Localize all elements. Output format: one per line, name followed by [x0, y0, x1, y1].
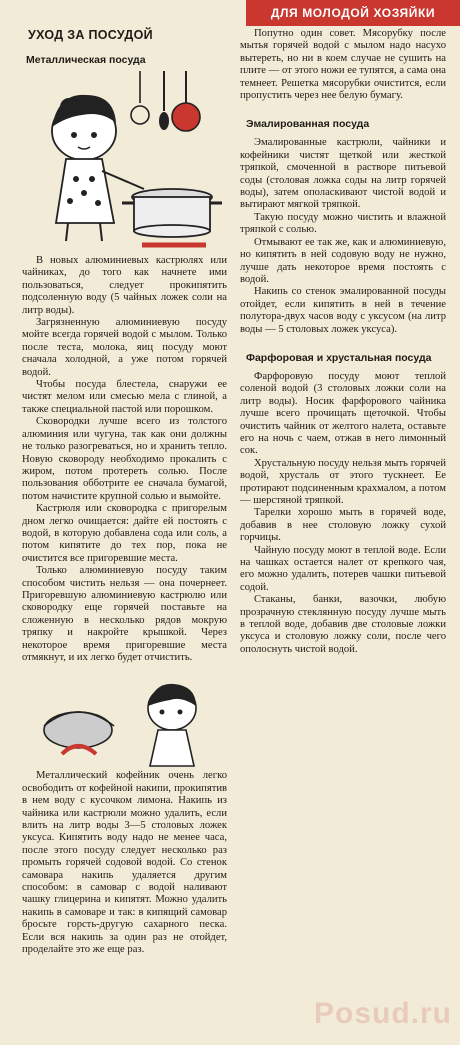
section-title-metal: Металлическая посуда: [26, 54, 146, 66]
metal-paragraph-7: Металлический кофейник очень легко освободить от кофейной накипи, прокипятив в нем воду с кусочком лимона. Накипь из чайника или кастрюли можно удалить, если влить на литр воды 3—5 столовых ложек уксуса. Кипятить воду надо не менее часа, после этого посуду следует несколько раз промыть горячей содовой водой. Со стенок самовара накипь удаляется другим способом: в самовар с водой наливают чашку глицерина и кипятят. Можно удалить накипь в самоваре и так: в кипящий самовар бросьте горсть-другую сахарного песка. Если вся накипь за один раз не отойдет, проделайте это же еще раз.: [22, 770, 227, 956]
left-column: [22, 28, 227, 957]
section-title-enamel: Эмалированная посуда: [246, 118, 370, 131]
china-paragraph-5: Стаканы, банки, вазочки, любую прозрачную стеклянную посуду лучше мыть в теплой воде, добавив две столовые ложки уксуса и столовую ложку соли, после чего ополоснуть чистой водой.: [240, 594, 446, 655]
metal-paragraph-5: Кастрюля или сковородка с пригорелым дном легко очищается: дайте ей постоять с водой, в которую добавлена сода или соль, а потом кипятите до тех пор, пока не очистится все пригоревшие места.: [22, 503, 227, 564]
metal-paragraph-3: Чтобы посуда блестела, снаружи ее чистят мелом или смесью мела с глиной, а также специальной пастой или порошком.: [22, 379, 227, 415]
section-title-china: Фарфоровая и хрустальная посуда: [246, 351, 432, 364]
enamel-paragraph-1: Эмалированные кастрюли, чайники и кофейники чистят щеткой или жесткой тряпкой, смоченной в растворе питьевой соды (столовая ложка соды на литр горячей воды), затем ополаскивают чистой водой и вытирают мягкой тряпкой.: [240, 137, 446, 211]
china-paragraph-4: Чайную посуду моют в теплой воде. Если на чашках остается налет от крепкого чая, его можно удалить, потерев чашки питьевой содой.: [240, 544, 446, 593]
cooking-girl-illustration: [22, 71, 227, 255]
watermark-text: Posud.ru: [313, 997, 452, 1030]
page-title: УХОД ЗА ПОСУДОЙ: [28, 28, 153, 42]
metal-paragraph-6: Только алюминиевую посуду таким способом чистить нельзя — она почернеет. Пригоревшую алюминиевую кастрюлю или сковородку еще горячей поставьте на сложенную в несколько рядов мокрую тряпку и накройте крышкой. Через некоторое время пригоревшие места отмякнут, и их легко будет отчистить.: [22, 565, 227, 663]
girl-with-pot-illustration: [22, 668, 227, 768]
metal-paragraph-2: Загрязненную алюминиевую посуду мойте всегда горячей водой с мылом. Только после теста, молока, яиц посуду моют сначала холодной, а уже потом горячей водой.: [22, 317, 227, 378]
enamel-paragraph-2: Такую посуду можно чистить и влажной тряпкой с солью.: [240, 211, 446, 236]
section-banner: ДЛЯ МОЛОДОЙ ХОЗЯЙКИ: [246, 0, 460, 26]
enamel-paragraph-3: Отмывают ее так же, как и алюминиевую, но кипятить в ней содовую воду не нужно, лучше дать некоторое время постоять с водой.: [240, 236, 446, 285]
enamel-paragraph-4: Накипь со стенок эмалированной посуды отойдет, если кипятить в ней в течение полутора-двух часов воду с уксусом (на литр воды — 5 столовых ложек уксуса).: [240, 286, 446, 335]
china-paragraph-3: Тарелки хорошо мыть в горячей воде, добавив в нее столовую ложку сухой горчицы.: [240, 507, 446, 544]
metal-paragraph-4: Сковородки лучше всего из толстого алюминия или чугуна, так как они должны не только разогреваться, но и хранить тепло. Новую сковороду необходимо прокалить с жиром, потом протереть солью. После пользования обботрите ее сначала бумагой, потом начистите крупной солью и вымойте.: [22, 416, 227, 502]
metal-paragraph-8: Попутно один совет. Мясорубку после мытья горячей водой с мылом надо насухо вытереть, но ни в коем случае не сушить на плите — от этого ножи ее тупятся, а сама она темнеет. Решетка мясорубки очистится, если пропустить через нее белую бумагу.: [240, 28, 446, 102]
china-paragraph-1: Фарфоровую посуду моют теплой соленой водой (3 столовых ложки соли на литр воды). Носик фарфорового чайника лучше всего прочищать щеточкой. Чтобы очистить чайник от желтого налета, оставьте его на ночь с чаем, отжав в него лимонный сок.: [240, 370, 446, 457]
right-column: [240, 24, 446, 656]
china-paragraph-2: Хрустальную посуду нельзя мыть горячей водой, хрусталь от этого тускнеет. Ее протирают подсиненным крахмалом, а потом — шерстяной тряпкой.: [240, 457, 446, 506]
metal-paragraph-1: В новых алюминиевых кастрюлях или чайниках, до того как начнете ими пользоваться, следует прокипятить подсоленную воду (5 чайных ложек соли на литр воды).: [22, 255, 227, 316]
